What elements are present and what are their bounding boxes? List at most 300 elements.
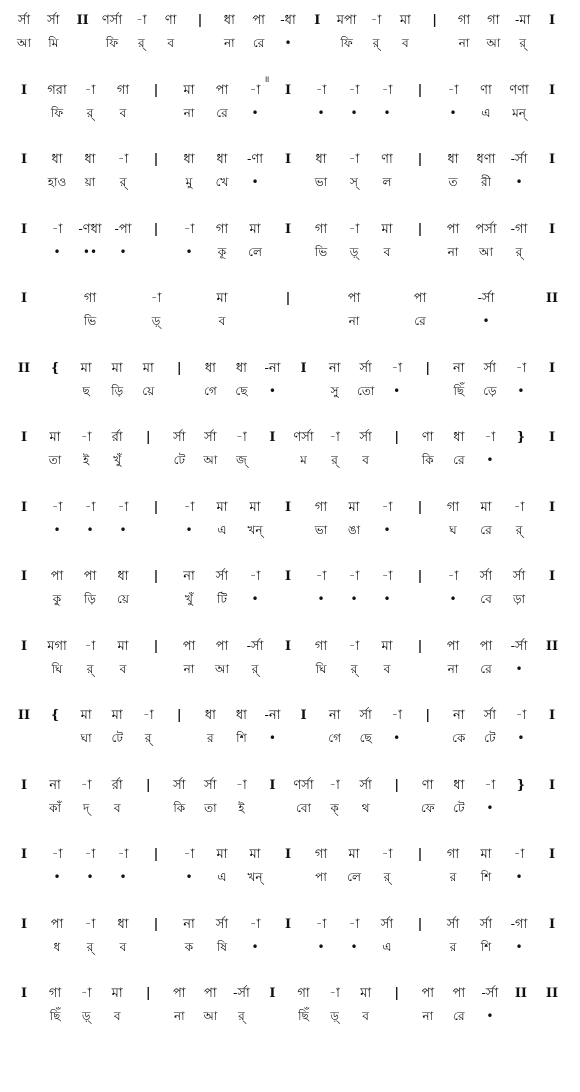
swara-note: পা [182,638,196,654]
bar-line: I [284,221,292,237]
swara-note: -া [51,221,63,237]
lyric-syllable: ফি [340,36,353,50]
lyric-syllable: মি [48,36,59,50]
bar-line: I [20,291,28,306]
swara-note: গা [457,13,471,28]
swara-note: মা [80,360,92,376]
lyric-row [14,797,570,819]
swara-note: র্রা [111,777,123,793]
notation-block [14,705,570,749]
lyric-syllable: ফি [50,105,64,120]
swara-note: ধা [235,708,247,723]
swara-note: -া [142,708,154,723]
bar-line: I [20,152,28,167]
swara-note: -া [51,499,63,515]
lyric-syllable: খুঁ [113,453,122,467]
swara-note: মা [216,291,228,306]
lyric-syllable: ক [184,939,194,954]
lyric-syllable: র [207,731,214,745]
bar-line: | [153,638,159,654]
swara-note: -গা [510,916,528,932]
swara-note: মা [49,430,61,445]
bar-line: I [548,847,556,862]
lyric-syllable: তো [356,383,375,398]
swara-note: ণর্সা [293,430,314,445]
bar-line: I [284,638,292,654]
swara-note: পা [446,221,460,237]
bar-line: I [20,569,28,584]
lyric-syllable: স্ [350,175,358,189]
swara-note: পা [347,291,361,306]
lyric-syllable: মু [185,175,193,189]
bar-line: | [394,986,400,1001]
lyric-syllable: ড়ে [483,383,497,398]
swara-note: পা [215,638,229,654]
bar-line: I [300,360,307,376]
lyric-syllable: য়া [84,175,96,189]
swara-note: -া [84,638,96,654]
lyric-syllable: ব [362,1009,369,1023]
bar-line: I [548,569,556,584]
swara-note: মপা [336,13,357,28]
lyric-syllable: কে [452,731,466,745]
swara-note: -া [513,499,525,515]
swara-note: মা [360,986,372,1001]
lyric-syllable: না [422,1009,434,1023]
lyric-syllable: ব [362,453,369,467]
swara-note: গা [446,499,460,515]
bar-line: II [76,13,89,28]
lyric-syllable: • [268,383,277,398]
lyric-syllable: ই [238,800,245,815]
swara-note: র্সা [483,360,497,376]
lyric-syllable: র্ [372,36,380,50]
lyric-syllable: শি [480,870,492,884]
swara-row [14,427,570,449]
swara-note: মা [480,499,492,515]
notation-block [14,80,570,124]
swara-note: মা [381,638,393,654]
lyric-syllable: না [224,36,235,50]
swara-note: গা [314,499,328,515]
lyric-syllable: র্ [86,939,94,954]
swara-note: র্রা [111,430,123,445]
lyric-syllable: • [486,1009,494,1023]
bar-line: I [548,82,556,98]
bar-line: | [285,291,291,306]
swara-note: -া [484,777,496,793]
bar-line: I [300,708,307,723]
bar-line: | [417,847,423,862]
lyric-syllable: র্ [119,175,127,189]
bar-line: | [432,13,438,28]
lyric-syllable: • [515,661,523,676]
lyric-row [14,32,570,54]
swara-note: ধা [117,916,129,932]
swara-note: মা [249,847,261,862]
lyric-syllable: থ [361,800,370,815]
swara-note: -া [515,360,527,376]
bar-line: I [284,569,292,584]
swara-note: গা [314,221,328,237]
bar-line: I [548,916,556,932]
swara-note: ণা [164,13,177,28]
lyric-syllable: না [447,244,459,259]
lyric-syllable: • [486,800,494,815]
bar-line: II [545,986,559,1001]
lyric-syllable: কু [52,592,62,606]
swara-note: র্সা [479,569,493,584]
lyric-syllable: না [183,661,195,676]
lyric-syllable: শি [480,939,492,954]
swara-note: -ধা [280,13,296,28]
swara-note: -া [117,847,129,862]
lyric-syllable: শি [236,731,247,745]
notation-block [14,427,570,471]
swara-note: মা [399,13,411,28]
bar-line: | [153,221,159,237]
notation-block [14,983,570,1027]
bar-line: | [417,569,423,584]
lyric-syllable: • [317,939,325,954]
swara-note: মা [111,708,123,723]
swara-note: -া [117,152,129,167]
lyric-syllable: ক্ [330,800,339,815]
bar-line: I [284,82,292,98]
lyric-syllable: রে [480,661,492,676]
lyric-syllable: র্ [144,731,152,745]
lyric-syllable: র্ [519,36,526,50]
lyric-syllable: খন্ [247,522,263,537]
lyric-syllable: • [86,522,94,537]
swara-note: -া [84,916,96,932]
swara-note: ধা [204,360,216,376]
lyric-syllable: • [185,870,193,884]
swara-note: -া [391,708,403,723]
lyric-syllable: ভি [314,244,328,259]
lyric-syllable: রে [414,314,426,328]
lyric-syllable: ব [218,314,226,328]
swara-note: র্সা [204,777,217,793]
lyric-syllable: ড়্ [330,1009,339,1023]
lyric-syllable: • [383,522,391,537]
lyric-syllable: • [284,36,292,50]
lyric-syllable: • [251,175,259,189]
swara-note: ধা [51,152,63,167]
lyric-syllable: গে [328,731,341,745]
bar-line: | [425,360,431,376]
swara-note: র্সা [512,569,526,584]
swara-note: মা [348,847,360,862]
lyric-syllable: ব [401,36,409,50]
bar-line: | [417,221,423,237]
bar-line: | [425,708,431,723]
swara-note: পা [50,569,64,584]
lyric-syllable: • [251,939,259,954]
lyric-syllable: • [517,731,525,745]
swara-note: না [453,708,465,723]
lyric-syllable: • [515,939,523,954]
swara-row [14,358,570,380]
lyric-syllable: র্ [331,453,338,467]
swara-note: ণা [421,777,434,793]
swara-row [14,566,570,588]
lyric-syllable: এ [481,105,491,120]
bar-line: | [417,916,423,932]
lyric-syllable: ম [300,453,307,467]
lyric-syllable: ঘা [80,731,92,745]
swara-note: -া [117,499,129,515]
lyric-syllable: রী [480,175,492,189]
bar-line: } [516,777,526,793]
swara-note: মা [216,847,228,862]
notation-block [14,288,570,332]
notation-block [14,775,570,819]
bar-line: I [20,221,28,237]
lyric-syllable: কি [421,453,434,467]
swara-note: র্সা [359,708,372,723]
lyric-syllable: • [251,105,259,120]
lyric-syllable: এ [217,870,227,884]
swara-row [14,219,570,241]
swara-row [14,636,570,658]
bar-line: | [394,430,400,445]
swara-note: গা [487,13,500,28]
swara-note: -া [84,499,96,515]
lyric-syllable: র্ [350,661,358,676]
swara-note: ধা [223,13,235,28]
swara-note: গা [297,986,310,1001]
swara-note: মা [480,847,492,862]
swara-note: মা [117,638,129,654]
bar-line: I [20,916,28,932]
lyric-syllable: • [393,383,401,398]
swara-note: পা [204,986,217,1001]
swara-note: -া [348,152,360,167]
lyric-syllable: তা [48,453,62,467]
lyric-syllable: • [86,870,94,884]
swara-note: -া [80,777,92,793]
lyric-row [14,727,570,749]
lyric-syllable: র্ [86,105,94,120]
swara-note: ণা [480,82,492,98]
lyric-syllable: ব [119,661,127,676]
bar-line: I [269,430,276,445]
swara-note: গা [48,986,62,1001]
lyric-syllable: ভা [314,175,328,189]
swara-note: -র্সা [233,986,250,1001]
swara-row [14,80,570,102]
lyric-syllable: রে [252,36,265,50]
swara-note: -পা [114,221,132,237]
lyric-row [14,310,570,332]
bar-line: | [417,152,423,167]
swara-note: পা [172,986,186,1001]
bar-line: | [153,152,159,167]
swara-note: -র্সা [481,986,499,1001]
bar-line: | [153,499,159,515]
stray-mark: ॥ [264,75,270,85]
swara-note: -া [348,221,360,237]
lyric-syllable: ড়ি [111,383,124,398]
swara-note: র্সা [479,916,493,932]
lyric-syllable: • [119,522,127,537]
swara-note: -া [329,430,340,445]
swara-note: -া [150,291,162,306]
lyric-syllable: • [383,592,391,606]
lyric-syllable: • [350,592,358,606]
swara-note: পা [446,638,460,654]
lyric-syllable: বো [296,800,312,815]
lyric-syllable: ঘি [315,661,327,676]
lyric-row [14,380,570,402]
lyric-syllable: র্ [138,36,145,50]
lyric-syllable: না [173,1009,185,1023]
lyric-syllable: • [449,105,457,120]
lyric-syllable: ছ [82,383,90,398]
lyric-syllable: ধ [53,939,61,954]
swara-note: মা [80,708,92,723]
lyric-row [14,102,570,124]
swara-note: -া [381,82,393,98]
bar-line: I [548,152,556,167]
lyric-syllable: • [515,175,523,189]
lyric-syllable: টে [453,800,465,815]
bar-line: | [153,847,159,862]
swara-note: র্সা [215,916,229,932]
swara-note: ধা [117,569,129,584]
bar-line: | [417,638,423,654]
swara-note: ধা [183,152,195,167]
swara-note: পা [452,986,466,1001]
lyric-syllable: গে [203,383,217,398]
swara-note: গা [314,847,328,862]
lyric-syllable: সু [330,383,339,398]
swara-note: পা [252,13,265,28]
lyric-syllable: • [486,453,494,467]
lyric-syllable: র্ [251,661,259,676]
swara-note: র্সা [204,430,217,445]
swara-note: মা [348,499,360,515]
bar-line: | [153,569,159,584]
lyric-syllable: ড়্ [151,314,161,328]
lyric-syllable: ছে [235,383,248,398]
swara-note: মগা [47,638,67,654]
lyric-row [14,588,570,610]
swara-note: না [328,708,341,723]
lyric-syllable: ব [113,800,121,815]
swara-note: র্সা [483,708,497,723]
swara-note: না [453,360,465,376]
lyric-syllable: আ [17,36,31,50]
swara-note: -া [183,847,195,862]
swara-note: পর্সা [475,221,497,237]
swara-note: ণর্সা [293,777,314,793]
swara-note: -া [348,82,360,98]
bar-line: I [20,430,28,445]
swara-note: র্সা [359,360,372,376]
bar-line: { [50,360,60,376]
swara-row [14,914,570,936]
bar-line: | [394,777,400,793]
swara-note: -র্সা [246,638,264,654]
swara-note: মা [249,499,261,515]
lyric-syllable: না [458,36,470,50]
swara-note: -া [348,569,360,584]
swara-row [14,775,570,797]
lyric-syllable: ব [383,661,391,676]
notation-block [14,149,570,193]
lyric-syllable: • [185,244,193,259]
swara-note: র্সা [173,777,186,793]
swara-note: -র্সা [477,291,495,306]
lyric-syllable: র্ [515,244,523,259]
swara-note: -া [315,82,327,98]
swara-note: পা [421,986,435,1001]
swara-note: পা [413,291,427,306]
notation-block [14,219,570,263]
lyric-syllable: ড়্ [81,1009,91,1023]
lyric-syllable: ই [82,453,90,467]
swara-note: ণণা [509,82,529,98]
lyric-syllable: র্ [515,522,523,537]
lyric-syllable: • [482,314,490,328]
lyric-syllable: এ [217,522,227,537]
lyric-syllable: ব [119,105,127,120]
bar-line: I [269,777,276,793]
swara-note: র্সা [446,916,460,932]
swara-note: -া [183,221,195,237]
lyric-syllable: র্ [86,661,94,676]
swara-note: পা [215,82,229,98]
swara-note: পা [50,916,64,932]
lyric-syllable: • [268,731,277,745]
swara-note: পা [479,638,493,654]
swara-note: -গা [510,221,528,237]
lyric-syllable: র [449,939,457,954]
bar-line: II [545,291,559,306]
swara-note: -া [447,569,459,584]
swara-note: -া [381,569,393,584]
swara-note: ণর্সা [101,13,123,28]
lyric-syllable: ছে [359,731,372,745]
lyric-syllable: কি [173,800,186,815]
lyric-syllable: • [185,522,193,537]
swara-note: -া [315,916,327,932]
swara-note: -া [381,847,393,862]
swara-row [14,983,570,1005]
swara-note: র্সা [17,13,31,28]
notation-block [14,497,570,541]
lyric-syllable: ঘ [449,522,457,537]
swara-note: -া [348,638,360,654]
bar-line: I [548,499,556,515]
swara-note: ধা [447,152,459,167]
lyric-syllable: লে [347,870,361,884]
swara-note: ণা [421,430,434,445]
lyric-syllable: খন্ [247,870,263,884]
lyric-row [14,171,570,193]
swara-note: গা [314,638,328,654]
swara-note: মা [183,82,195,98]
bar-line: | [176,708,182,723]
bar-line: | [145,430,151,445]
lyric-syllable: টে [111,731,123,745]
lyric-syllable: ছিঁ [298,1009,309,1023]
swara-note: -া [51,847,63,862]
lyric-syllable: • [119,244,127,259]
swara-note: ধা [315,152,327,167]
